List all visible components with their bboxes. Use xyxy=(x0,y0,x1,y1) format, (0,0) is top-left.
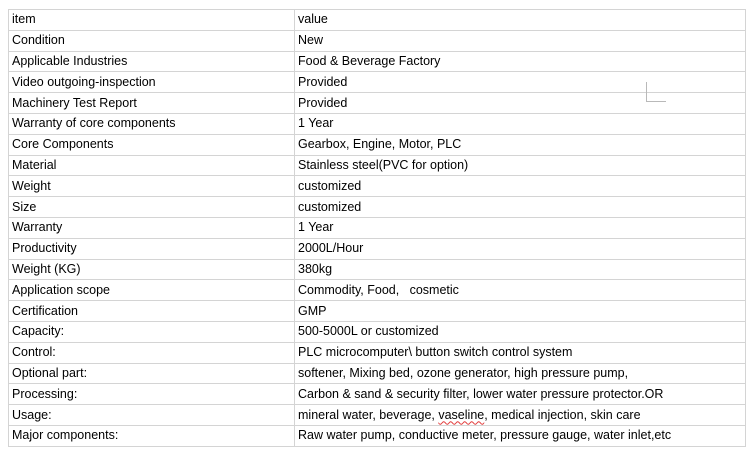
header-cell-value[interactable]: value xyxy=(295,10,746,31)
table-row xyxy=(9,363,746,384)
item-cell[interactable]: Machinery Test Report xyxy=(9,93,295,114)
value-cell[interactable]: softener, Mixing bed, ozone generator, high pressure pump, xyxy=(295,363,746,384)
header-cell-item[interactable]: item xyxy=(9,10,295,31)
table-row xyxy=(9,405,746,426)
table-row xyxy=(9,176,746,197)
value-cell[interactable]: 2000L/Hour xyxy=(295,238,746,259)
item-cell[interactable]: Weight (KG) xyxy=(9,259,295,280)
value-cell[interactable]: PLC microcomputer\ button switch control system xyxy=(295,342,746,363)
item-cell[interactable]: Application scope xyxy=(9,280,295,301)
table-row xyxy=(9,30,746,51)
table-row xyxy=(9,259,746,280)
table-row xyxy=(9,134,746,155)
item-cell[interactable]: Applicable Industries xyxy=(9,51,295,72)
value-cell[interactable] xyxy=(295,405,746,426)
item-cell[interactable]: Weight xyxy=(9,176,295,197)
value-cell[interactable]: Provided xyxy=(295,72,746,93)
item-cell[interactable]: Processing: xyxy=(9,384,295,405)
item-cell[interactable]: Certification xyxy=(9,301,295,322)
item-cell[interactable]: Major components: xyxy=(9,425,295,446)
table-row xyxy=(9,280,746,301)
item-cell[interactable]: Usage: xyxy=(9,405,295,426)
table-row xyxy=(9,72,746,93)
item-cell[interactable]: Warranty xyxy=(9,217,295,238)
value-cell[interactable]: 380kg xyxy=(295,259,746,280)
value-cell[interactable]: 1 Year xyxy=(295,113,746,134)
value-cell[interactable]: Carbon & sand & security filter, lower water pressure protector.OR xyxy=(295,384,746,405)
table-row xyxy=(9,301,746,322)
value-cell[interactable]: Food & Beverage Factory xyxy=(295,51,746,72)
table-row xyxy=(9,238,746,259)
spec-sheet xyxy=(8,9,745,447)
table-row xyxy=(9,217,746,238)
table-row xyxy=(9,384,746,405)
value-cell[interactable]: Raw water pump, conductive meter, pressure gauge, water inlet,etc xyxy=(295,425,746,446)
item-cell[interactable]: Capacity: xyxy=(9,321,295,342)
table-row xyxy=(9,155,746,176)
value-cell[interactable]: 1 Year xyxy=(295,217,746,238)
table-row xyxy=(9,113,746,134)
table-row xyxy=(9,51,746,72)
table-header-row xyxy=(9,10,746,31)
item-cell[interactable]: Condition xyxy=(9,30,295,51)
usage-text-before: mineral water, beverage, xyxy=(298,407,439,422)
item-cell[interactable]: Material xyxy=(9,155,295,176)
value-cell[interactable]: Provided xyxy=(295,93,746,114)
item-cell[interactable]: Productivity xyxy=(9,238,295,259)
paragraph-corner-mark xyxy=(646,82,666,102)
item-cell[interactable]: Video outgoing-inspection xyxy=(9,72,295,93)
table-row xyxy=(9,93,746,114)
item-cell[interactable]: Core Components xyxy=(9,134,295,155)
table-row xyxy=(9,425,746,446)
spellcheck-marked-word: vaseline xyxy=(438,407,485,422)
item-cell[interactable]: Size xyxy=(9,197,295,218)
value-cell[interactable]: 500-5000L or customized xyxy=(295,321,746,342)
item-cell[interactable]: Warranty of core components xyxy=(9,113,295,134)
usage-text-after: , medical injection, skin care xyxy=(484,407,641,422)
value-cell[interactable]: Gearbox, Engine, Motor, PLC xyxy=(295,134,746,155)
value-cell[interactable]: GMP xyxy=(295,301,746,322)
item-cell[interactable]: Control: xyxy=(9,342,295,363)
value-cell[interactable]: customized xyxy=(295,197,746,218)
table-row xyxy=(9,342,746,363)
spec-table xyxy=(8,9,746,447)
table-row xyxy=(9,197,746,218)
value-cell[interactable]: customized xyxy=(295,176,746,197)
item-cell[interactable]: Optional part: xyxy=(9,363,295,384)
value-cell[interactable]: New xyxy=(295,30,746,51)
table-row xyxy=(9,321,746,342)
value-cell[interactable]: Stainless steel(PVC for option) xyxy=(295,155,746,176)
value-cell[interactable]: Commodity, Food, cosmetic xyxy=(295,280,746,301)
